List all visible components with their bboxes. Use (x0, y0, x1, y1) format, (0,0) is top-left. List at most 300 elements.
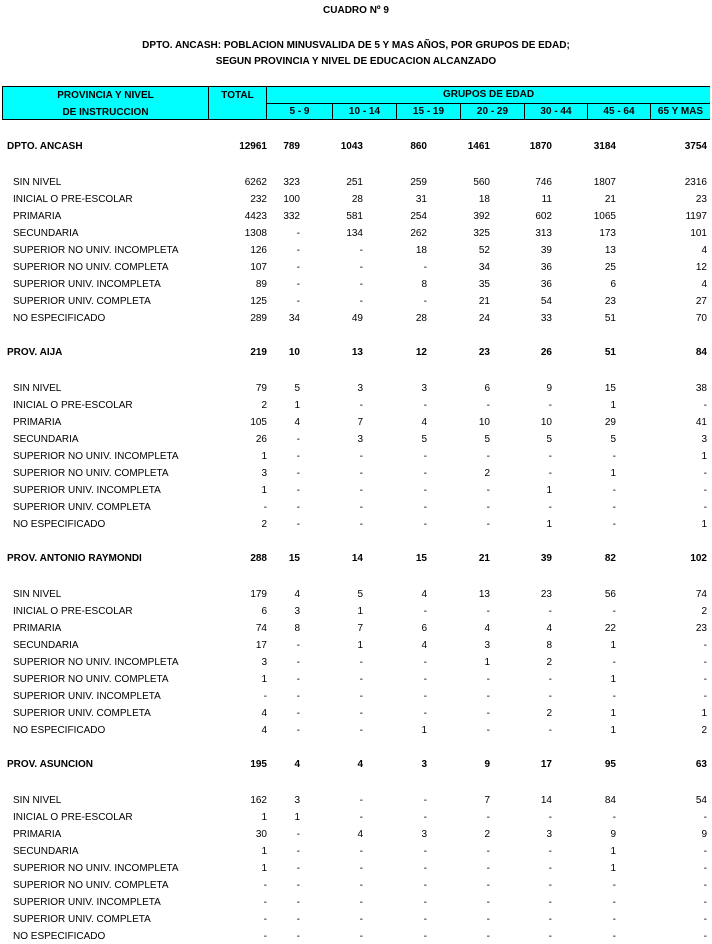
cell-value: 9 (610, 829, 616, 840)
cell-value: - (423, 691, 427, 702)
cell-value: 1 (610, 400, 616, 411)
row-label: SUPERIOR NO UNIV. INCOMPLETA (13, 245, 179, 256)
cell-value: - (423, 606, 427, 617)
cell-value: 323 (283, 177, 300, 188)
section-total-row (0, 758, 712, 772)
cell-value: 3 (421, 383, 427, 394)
cell-total: 26 (255, 434, 267, 445)
table-row (0, 862, 712, 876)
cell-value: - (359, 674, 363, 685)
cell-value: - (296, 708, 300, 719)
cell-value: 18 (478, 194, 490, 205)
table-row (0, 690, 712, 704)
cell-total: 1 (261, 451, 267, 462)
cell-value: 1870 (529, 141, 552, 152)
section-total-row (0, 552, 712, 566)
cell-value: 4 (357, 759, 363, 770)
cell-value: 332 (283, 211, 300, 222)
cell-value: - (423, 262, 427, 273)
cell-value: - (703, 640, 707, 651)
table-row (0, 261, 712, 275)
cell-value: 1 (484, 657, 490, 668)
cell-value: 23 (695, 623, 707, 634)
cell-value: 6 (610, 279, 616, 290)
cell-value: 13 (478, 589, 490, 600)
cell-value: - (359, 691, 363, 702)
row-label: SIN NIVEL (13, 795, 62, 806)
cell-value: 1 (610, 725, 616, 736)
row-label: SUPERIOR NO UNIV. COMPLETA (13, 880, 169, 891)
cell-value: 1461 (467, 141, 490, 152)
cell-value: - (359, 502, 363, 513)
header-groups-cell (267, 87, 710, 103)
table-row (0, 399, 712, 413)
cell-total: 1 (261, 674, 267, 685)
cell-value: 21 (604, 194, 616, 205)
cell-value: - (423, 863, 427, 874)
cell-total: 1 (261, 863, 267, 874)
cell-value: - (548, 897, 552, 908)
cell-value: - (423, 296, 427, 307)
cell-value: - (423, 914, 427, 925)
cell-value: 5 (546, 434, 552, 445)
table-row (0, 518, 712, 532)
cell-value: 23 (478, 347, 490, 358)
cell-value: 23 (695, 194, 707, 205)
cell-value: 28 (351, 194, 363, 205)
cell-value: 34 (478, 262, 490, 273)
cell-value: - (359, 931, 363, 942)
cell-total: 126 (250, 245, 267, 256)
cell-value: - (296, 485, 300, 496)
cell-value: 1 (357, 606, 363, 617)
cell-value: 1 (357, 640, 363, 651)
table-row (0, 794, 712, 808)
header-province-cell (3, 87, 208, 119)
cell-value: - (612, 691, 616, 702)
cell-total: 79 (255, 383, 267, 394)
cell-total: - (263, 880, 267, 891)
cell-value: 15 (415, 553, 427, 564)
cell-value: - (296, 434, 300, 445)
cell-value: - (423, 519, 427, 530)
cell-total: 1 (261, 846, 267, 857)
cell-value: - (486, 519, 490, 530)
cell-total: 1308 (244, 228, 267, 239)
cell-value: 21 (478, 553, 490, 564)
cell-value: 1 (610, 863, 616, 874)
cell-total: 1 (261, 485, 267, 496)
header-province-line2: DE INSTRUCCION (62, 107, 149, 118)
cell-value: - (703, 400, 707, 411)
row-label: SUPERIOR NO UNIV. INCOMPLETA (13, 863, 179, 874)
cell-value: 41 (695, 417, 707, 428)
cell-total: 179 (250, 589, 267, 600)
cell-value: - (359, 795, 363, 806)
row-label: SIN NIVEL (13, 177, 62, 188)
cell-total: 289 (250, 313, 267, 324)
table-row (0, 656, 712, 670)
cell-value: - (423, 674, 427, 685)
table-row (0, 450, 712, 464)
cell-value: - (296, 931, 300, 942)
table-row (0, 673, 712, 687)
cell-value: - (296, 863, 300, 874)
row-label: NO ESPECIFICADO (13, 313, 106, 324)
cell-value: - (296, 228, 300, 239)
cell-value: 15 (288, 553, 300, 564)
cell-value: 3 (294, 606, 300, 617)
cell-value: 34 (288, 313, 300, 324)
cell-value: - (703, 846, 707, 857)
header-province-line1: PROVINCIA Y NIVEL (57, 90, 154, 101)
cell-value: 13 (351, 347, 363, 358)
cell-value: 36 (540, 279, 552, 290)
cell-value: 1 (610, 846, 616, 857)
cell-value: - (359, 897, 363, 908)
cell-value: - (703, 931, 707, 942)
cell-total: 1 (261, 812, 267, 823)
cell-value: 3 (357, 434, 363, 445)
cell-value: 17 (540, 759, 552, 770)
table-row (0, 295, 712, 309)
table-row (0, 930, 712, 944)
header-age-group: 45 - 64 (588, 104, 650, 119)
cell-total: - (263, 931, 267, 942)
header-age-group: 20 - 29 (461, 104, 524, 119)
cell-value: - (703, 485, 707, 496)
cell-value: 28 (415, 313, 427, 324)
cell-value: 5 (357, 589, 363, 600)
cell-value: 3184 (593, 141, 616, 152)
cell-value: 1 (546, 519, 552, 530)
cell-value: 1 (701, 519, 707, 530)
cell-value: 325 (473, 228, 490, 239)
cell-total: 4423 (244, 211, 267, 222)
cell-value: - (486, 674, 490, 685)
cell-value: 134 (346, 228, 363, 239)
cell-value: - (612, 451, 616, 462)
cell-value: 5 (610, 434, 616, 445)
cell-value: - (486, 880, 490, 891)
cell-value: - (703, 880, 707, 891)
cell-value: 51 (604, 347, 616, 358)
cell-value: - (296, 691, 300, 702)
cell-value: 3 (357, 383, 363, 394)
cell-value: 4 (484, 623, 490, 634)
table-header (2, 86, 710, 120)
table-row (0, 467, 712, 481)
cell-total: - (263, 914, 267, 925)
cell-value: 1197 (685, 211, 707, 222)
row-label: SECUNDARIA (13, 640, 79, 651)
cell-value: 39 (540, 553, 552, 564)
cell-value: 21 (478, 296, 490, 307)
cell-value: 4 (421, 589, 427, 600)
table-subtitle-1: DPTO. ANCASH: POBLACION MINUSVALIDA DE 5 Y MAS AÑOS, POR GRUPOS DE EDAD; (142, 40, 570, 51)
cell-value: - (296, 502, 300, 513)
cell-value: 22 (604, 623, 616, 634)
cell-value: 8 (421, 279, 427, 290)
cell-value: - (423, 400, 427, 411)
table-row (0, 382, 712, 396)
row-label: SUPERIOR UNIV. COMPLETA (13, 914, 151, 925)
cell-value: - (423, 931, 427, 942)
cell-value: 54 (540, 296, 552, 307)
cell-value: 5 (421, 434, 427, 445)
cell-value: 14 (540, 795, 552, 806)
cell-value: 70 (695, 313, 707, 324)
table-row (0, 278, 712, 292)
row-label: SECUNDARIA (13, 228, 79, 239)
cell-total: 3 (261, 657, 267, 668)
cell-value: - (296, 262, 300, 273)
row-label: SUPERIOR NO UNIV. INCOMPLETA (13, 451, 179, 462)
cell-value: 26 (540, 347, 552, 358)
cell-value: 1807 (593, 177, 616, 188)
row-label: SUPERIOR UNIV. INCOMPLETA (13, 691, 161, 702)
row-label: SUPERIOR UNIV. INCOMPLETA (13, 485, 161, 496)
cell-value: 51 (604, 313, 616, 324)
cell-value: - (296, 880, 300, 891)
cell-value: - (703, 863, 707, 874)
header-groups-label: GRUPOS DE EDAD (442, 89, 535, 100)
table-row (0, 193, 712, 207)
cell-value: - (612, 931, 616, 942)
cell-value: - (296, 245, 300, 256)
cell-value: - (612, 519, 616, 530)
cell-value: - (486, 846, 490, 857)
row-label: PRIMARIA (13, 211, 62, 222)
cell-value: 35 (478, 279, 490, 290)
cell-value: - (359, 245, 363, 256)
cell-value: - (486, 931, 490, 942)
table-title: CUADRO Nº 9 (323, 5, 389, 16)
row-label: SUPERIOR UNIV. COMPLETA (13, 296, 151, 307)
cell-value: 9 (546, 383, 552, 394)
cell-value: 10 (478, 417, 490, 428)
cell-value: - (486, 708, 490, 719)
cell-value: 11 (541, 194, 552, 205)
cell-value: 25 (604, 262, 616, 273)
row-label: SUPERIOR UNIV. INCOMPLETA (13, 897, 161, 908)
cell-value: - (612, 812, 616, 823)
cell-value: - (359, 863, 363, 874)
table-row (0, 416, 712, 430)
cell-value: 18 (415, 245, 427, 256)
cell-value: - (359, 468, 363, 479)
table-row (0, 433, 712, 447)
cell-value: 102 (690, 553, 707, 564)
cell-value: 56 (604, 589, 616, 600)
cell-value: - (359, 296, 363, 307)
cell-value: 9 (701, 829, 707, 840)
cell-total: 195 (250, 759, 267, 770)
cell-value: 4 (421, 640, 427, 651)
cell-value: - (612, 485, 616, 496)
cell-value: 7 (357, 417, 363, 428)
cell-value: 602 (535, 211, 552, 222)
cell-value: 6 (421, 623, 427, 634)
cell-value: - (548, 863, 552, 874)
cell-value: - (612, 897, 616, 908)
row-label: SUPERIOR UNIV. INCOMPLETA (13, 279, 161, 290)
cell-value: 1 (294, 812, 300, 823)
cell-value: 9 (484, 759, 490, 770)
row-label: PRIMARIA (13, 623, 62, 634)
row-label: SECUNDARIA (13, 846, 79, 857)
cell-value: 23 (604, 296, 616, 307)
cell-value: 581 (346, 211, 363, 222)
header-age-group: 65 Y MAS (651, 104, 710, 119)
cell-value: - (486, 485, 490, 496)
cell-value: - (423, 812, 427, 823)
cell-value: 560 (473, 177, 490, 188)
table-row (0, 913, 712, 927)
row-label: INICIAL O PRE-ESCOLAR (13, 400, 133, 411)
cell-value: 23 (540, 589, 552, 600)
cell-value: - (703, 897, 707, 908)
cell-value: - (486, 725, 490, 736)
cell-value: - (359, 657, 363, 668)
cell-value: - (423, 846, 427, 857)
cell-total: 6262 (244, 177, 267, 188)
cell-value: 313 (535, 228, 552, 239)
cell-value: - (612, 606, 616, 617)
cell-value: 3 (701, 434, 707, 445)
header-total-cell (209, 87, 266, 119)
cell-value: - (359, 725, 363, 736)
cell-value: - (548, 880, 552, 891)
cell-value: - (486, 502, 490, 513)
cell-value: 1 (610, 640, 616, 651)
cell-value: - (703, 812, 707, 823)
cell-value: 33 (540, 313, 552, 324)
cell-value: 1 (421, 725, 427, 736)
cell-value: - (548, 606, 552, 617)
table-row (0, 622, 712, 636)
cell-value: 173 (599, 228, 616, 239)
cell-value: 254 (410, 211, 427, 222)
cell-total: 219 (250, 347, 267, 358)
cell-value: 63 (695, 759, 707, 770)
cell-value: 8 (294, 623, 300, 634)
header-age-group: 10 - 14 (333, 104, 396, 119)
cell-value: 860 (410, 141, 427, 152)
cell-value: 3 (484, 640, 490, 651)
cell-value: 251 (346, 177, 363, 188)
cell-total: 6 (261, 606, 267, 617)
cell-value: - (703, 468, 707, 479)
cell-value: 4 (421, 417, 427, 428)
cell-value: 54 (695, 795, 707, 806)
cell-value: - (423, 502, 427, 513)
cell-value: - (486, 914, 490, 925)
section-total-row (0, 140, 712, 154)
cell-value: - (296, 846, 300, 857)
cell-value: 746 (535, 177, 552, 188)
table-row (0, 639, 712, 653)
cell-value: 1 (610, 468, 616, 479)
row-label: SUPERIOR UNIV. COMPLETA (13, 502, 151, 513)
cell-value: - (548, 914, 552, 925)
cell-value: 4 (294, 417, 300, 428)
cell-value: - (359, 279, 363, 290)
row-label: SUPERIOR UNIV. COMPLETA (13, 708, 151, 719)
cell-value: 29 (604, 417, 616, 428)
cell-total: 2 (261, 400, 267, 411)
cell-value: 74 (695, 589, 707, 600)
cell-value: 2 (701, 606, 707, 617)
cell-total: 4 (261, 708, 267, 719)
header-age-group: 30 - 44 (525, 104, 587, 119)
cell-value: - (359, 846, 363, 857)
cell-value: 84 (695, 347, 707, 358)
cell-value: 101 (690, 228, 707, 239)
row-label: NO ESPECIFICADO (13, 519, 106, 530)
cell-total: 288 (250, 553, 267, 564)
cell-total: 30 (255, 829, 267, 840)
cell-value: 95 (604, 759, 616, 770)
table-row (0, 896, 712, 910)
row-label: INICIAL O PRE-ESCOLAR (13, 194, 133, 205)
cell-value: 4 (294, 759, 300, 770)
cell-value: 3 (294, 795, 300, 806)
table-row (0, 828, 712, 842)
cell-value: - (548, 691, 552, 702)
cell-value: 262 (410, 228, 427, 239)
cell-value: - (703, 657, 707, 668)
cell-value: - (612, 880, 616, 891)
cell-value: - (703, 914, 707, 925)
cell-value: - (423, 897, 427, 908)
table-row (0, 588, 712, 602)
cell-value: 12 (695, 262, 707, 273)
cell-value: - (548, 725, 552, 736)
cell-value: 2 (701, 725, 707, 736)
cell-value: - (548, 812, 552, 823)
section-total-row (0, 346, 712, 360)
row-label: INICIAL O PRE-ESCOLAR (13, 606, 133, 617)
cell-total: 12961 (239, 141, 267, 152)
cell-value: - (548, 468, 552, 479)
cell-value: 52 (478, 245, 490, 256)
cell-value: - (548, 931, 552, 942)
cell-value: - (486, 451, 490, 462)
cell-total: - (263, 897, 267, 908)
cell-value: - (296, 674, 300, 685)
cell-value: 8 (546, 640, 552, 651)
cell-value: 4 (357, 829, 363, 840)
cell-value: - (486, 812, 490, 823)
cell-value: 1065 (593, 211, 616, 222)
cell-total: 74 (255, 623, 267, 634)
cell-value: - (296, 451, 300, 462)
cell-value: - (423, 451, 427, 462)
cell-value: 1 (294, 400, 300, 411)
cell-value: 2 (546, 708, 552, 719)
cell-value: 1 (610, 708, 616, 719)
cell-value: - (486, 606, 490, 617)
cell-value: 5 (294, 383, 300, 394)
table-row (0, 501, 712, 515)
row-label: SUPERIOR NO UNIV. INCOMPLETA (13, 657, 179, 668)
cell-value: 82 (604, 553, 616, 564)
cell-value: 38 (695, 383, 707, 394)
cell-total: 105 (250, 417, 267, 428)
cell-value: 12 (415, 347, 427, 358)
cell-value: - (548, 400, 552, 411)
